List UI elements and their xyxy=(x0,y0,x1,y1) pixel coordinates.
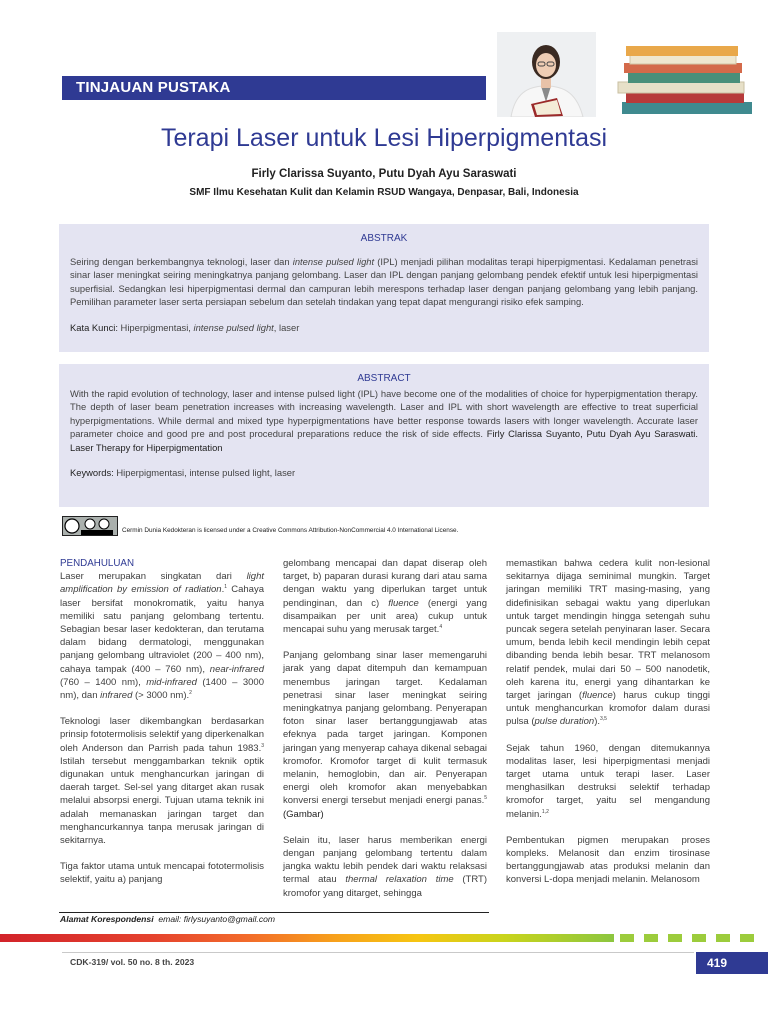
text: memastikan bahwa cedera kulit non-lesional sekitarnya dijaga seminimal mungkin. Target jaringan memiliki TRT masing-masing, yang didefinisikan sebagai waktu yang diperlukan untuk target mendingin hingga setengah suhu puncak segera setelah penyinaran laser. Secara umum, benda lebih kecil mendingin lebih cepat dibanding benda lebih besar. TRT melanosom relatif pendek, mulai dari 50 – 500 nanodetik, oleh karena itu, energi yang dihantarkan ke target jaringan ( xyxy=(506,558,710,702)
paragraph: Tiga faktor utama untuk mencapai fototermolisis selektif, yaitu a) panjang xyxy=(60,861,264,886)
citation-ref: 2 xyxy=(189,689,192,696)
section-label: TINJAUAN PUSTAKA xyxy=(62,76,486,100)
text: Istilah tersebut menggambarkan teknik optik digunakan untuk menghancurkan jaringan di daerah target. Sel-sel yang ditarget akan rusak melalui absorpsi energi. Tujuan utama teknik ini adalah memanaskan jaringan target dan menghancurkannya tanpa merusak jaringan di sekitarnya. xyxy=(60,755,264,847)
text: (energi yang disampaikan per unit area) cukup untuk mencapai suhu yang merusak target. xyxy=(283,597,488,636)
figure-ref: (Gambar) xyxy=(283,808,324,820)
body-column-2 xyxy=(283,557,487,913)
paragraph: Pembentukan pigmen merupakan proses kompleks. Melanosit dan enzim tirosinase bertanggungjawab atas produksi melanin dan konversi L-dopa menjadi melanin. Melanosom xyxy=(506,834,710,886)
text: (TRT) kromofor yang ditarget, sehingga xyxy=(283,874,487,899)
footer-divider xyxy=(62,952,694,953)
abstrak-text-italic: intense pulsed light xyxy=(292,256,375,267)
text-italic: infrared xyxy=(100,690,133,702)
creative-commons-icon xyxy=(62,516,118,536)
affiliation: SMF Ilmu Kesehatan Kulit dan Kelamin RSUD Wangaya, Denpasar, Bali, Indonesia xyxy=(189,187,579,198)
abstrak-text-part: (IPL) menjadi pilihan modalitas terapi hiperpigmentasi. Kedalaman penetrasi sinar laser meningkat seiring meningkatnya panjang gelombang. Laser dan IPL dengan panjang gelombang pendek efektif untuk lesi hiperpigmentasi superfisial. Sedangkan lesi hiperpigmentasi dermal dan campuran lebih merespons terhadap laser dengan panjang gelombang yang lebih panjang. Pemilihan parameter laser serta persiapan sebelum dan setelah tindakan yang tepat dapat mengurangi risiko efek samping. xyxy=(70,256,699,308)
abstract-citation: Firly Clarissa Suyanto, Putu Dyah Ayu Saraswati. Laser Therapy for Hiperpigmentation xyxy=(70,428,698,453)
books-photo xyxy=(600,32,768,117)
abstrak-box xyxy=(59,224,709,352)
color-stripe xyxy=(0,934,614,942)
journal-info: CDK-319/ vol. 50 no. 8 th. 2023 xyxy=(70,957,195,967)
correspondence xyxy=(60,914,275,924)
text: (> 3000 nm). xyxy=(132,690,190,702)
citation-ref: 4 xyxy=(439,623,443,630)
text: (760 – 1400 nm), xyxy=(60,676,147,688)
abstract-box xyxy=(59,364,709,507)
keywords-label: Kata Kunci: xyxy=(70,321,118,333)
keywords-label: Keywords: xyxy=(70,467,114,479)
correspondence-label: Alamat Korespondensi xyxy=(60,914,154,924)
stripe-square xyxy=(740,934,754,942)
license-text: Cermin Dunia Kedokteran is licensed under a Creative Commons Attribution-NonCommercial 4.0 International License. xyxy=(122,527,459,534)
text-italic: pulse duration xyxy=(534,716,595,728)
body-column-3 xyxy=(506,557,710,900)
paragraph xyxy=(283,557,487,636)
text-italic: fluence xyxy=(388,597,419,609)
text: Panjang gelombang sinar laser memengaruhi jarak yang dapat ditempuh dan kemampuan menembus jaringan target. Kedalaman penetrasi sinar laser meningkat seiring meningkatnya panjang gelombang. Penyerapan foton sinar laser bertanggungjawab atas efeknya pada target jaringan. Komponen jaringan yang menyerap cahaya dikenal sebagai kromofor. Kromofor target di kulit termasuk melanin, hemoglobin, dan air. Penyerapan energi oleh kromofor akan menyebabkan konversi energi tersebut menjadi energi panas. xyxy=(283,650,487,807)
abstrak-text xyxy=(70,255,698,309)
text: ). xyxy=(594,716,601,728)
abstrak-text-part: Seiring dengan berkembangnya teknologi, laser dan xyxy=(70,256,293,267)
abstract-keywords xyxy=(70,466,698,479)
correspondence-divider xyxy=(59,912,489,913)
paragraph xyxy=(60,715,264,847)
text: Cahaya laser bersifat monokromatik, yaitu hanya memiliki satu panjang gelombang tertentu. Sebagian besar laser kedokteran, dan terutama dalam bidang dermatologi, menggunakan panjang gelombang ultraviolet (200 – 400 nm), cahaya tampak (400 – 760 nm), xyxy=(60,584,264,675)
text-italic: fluence xyxy=(582,690,613,702)
license-line xyxy=(62,516,742,540)
keywords-text: Hiperpigmentasi, intense pulsed light, laser xyxy=(113,467,296,479)
citation-ref: 5 xyxy=(484,795,487,802)
text: (1400 – 3000 nm), dan xyxy=(60,676,264,702)
citation-ref: 1,2 xyxy=(541,808,549,815)
paragraph: Laser merupakan singkatan dari light amplification by emission of radiation.$^1$ Cahaya laser bersifat monokromatik, yaitu hanya memiliki satu panjang gelombang tertentu. Sebagian besar laser kedokteran, dan terutama dalam bidang dermatologi, menggunakan panjang gelombang ultraviolet (200 – 400 nm), cahaya tampak (400 – 760 nm), near-infrared (760 – 1400 nm), mid-infrared (1400 – 3000 nm), dan infrared (> 3000 nm).$^2$ xyxy=(60,571,264,702)
abstract-text xyxy=(70,387,698,454)
stripe-square xyxy=(620,934,634,942)
stripe-square xyxy=(644,934,658,942)
text: Sejak tahun 1960, dengan ditemukannya modalitas laser, lesi hiperpigmentasi menjadi target utama untuk terapi laser. Laser menghasilkan destruksi selektif terhadap kromofor target, yaitu sel mengandung melanin. xyxy=(506,742,710,820)
text-italic: thermal relaxation time xyxy=(345,874,454,886)
text: ) harus cukup tinggi untuk menghancurkan kromofor dalam durasi pulsa ( xyxy=(506,690,710,728)
authors: Firly Clarissa Suyanto, Putu Dyah Ayu Saraswati xyxy=(251,168,517,180)
text-italic: near-infrared xyxy=(209,663,264,675)
stripe-square xyxy=(692,934,706,942)
body-column-1 xyxy=(60,557,264,900)
citation-ref: 3,5 xyxy=(600,716,607,723)
keywords-text: , laser xyxy=(273,321,300,333)
text-italic: light amplification by emission of radiation xyxy=(60,571,264,596)
abstract-heading: ABSTRACT xyxy=(357,373,411,384)
stripe-square xyxy=(668,934,682,942)
correspondence-email[interactable]: email: firlysuyanto@gmail.com xyxy=(158,914,276,924)
text: Laser merupakan singkatan dari xyxy=(60,571,247,583)
abstract-text-part: With the rapid evolution of technology, laser and intense pulsed light (IPL) have become one of the modalities of choice for hyperpigmentation therapy. The depth of laser beam penetration increases with increasing wavelength. Laser and IPL with short wavelength are effective to treat superficial hyperpigmentations. While dermal and mixed type hyperpigmentations have better response towards lasers with longer wavelength. Accurate laser parameter choice and good pre and post procedural preparations reduce the risk of side effects. xyxy=(70,388,698,440)
doctor-photo xyxy=(497,32,596,117)
text: Selain itu, laser harus memberikan energi dengan panjang gelombang tertentu dalam jangka waktu lebih pendek dari waktu relaksasi termal atau xyxy=(283,834,487,886)
stripe-square xyxy=(716,934,730,942)
text-italic: mid-infrared xyxy=(146,676,197,688)
abstrak-keywords xyxy=(70,321,698,334)
text: gelombang mencapai dan dapat diserap oleh target, b) paparan durasi kurang dari atau sama dengan waktu yang diperlukan target untuk pendinginan, dan c) xyxy=(283,558,487,609)
text: Teknologi laser dikembangkan berdasarkan prinsip fototermolisis selektif yang diperkenalkan oleh Anderson dan Parrish pada tahun 1983. xyxy=(60,716,264,754)
keywords-italic: intense pulsed light xyxy=(193,321,274,333)
page-number: 419 xyxy=(696,952,768,974)
article-title: Terapi Laser untuk Lesi Hiperpigmentasi xyxy=(160,124,608,152)
section-heading: PENDAHULUAN xyxy=(60,558,135,569)
paragraph xyxy=(506,557,710,729)
abstrak-heading: ABSTRAK xyxy=(360,233,408,244)
keywords-text: Hiperpigmentasi, xyxy=(117,321,194,333)
paragraph xyxy=(283,834,487,900)
citation-ref: 3 xyxy=(261,742,264,749)
paragraph xyxy=(506,742,710,821)
paragraph xyxy=(283,649,487,821)
citation-ref: 1 xyxy=(224,584,228,591)
